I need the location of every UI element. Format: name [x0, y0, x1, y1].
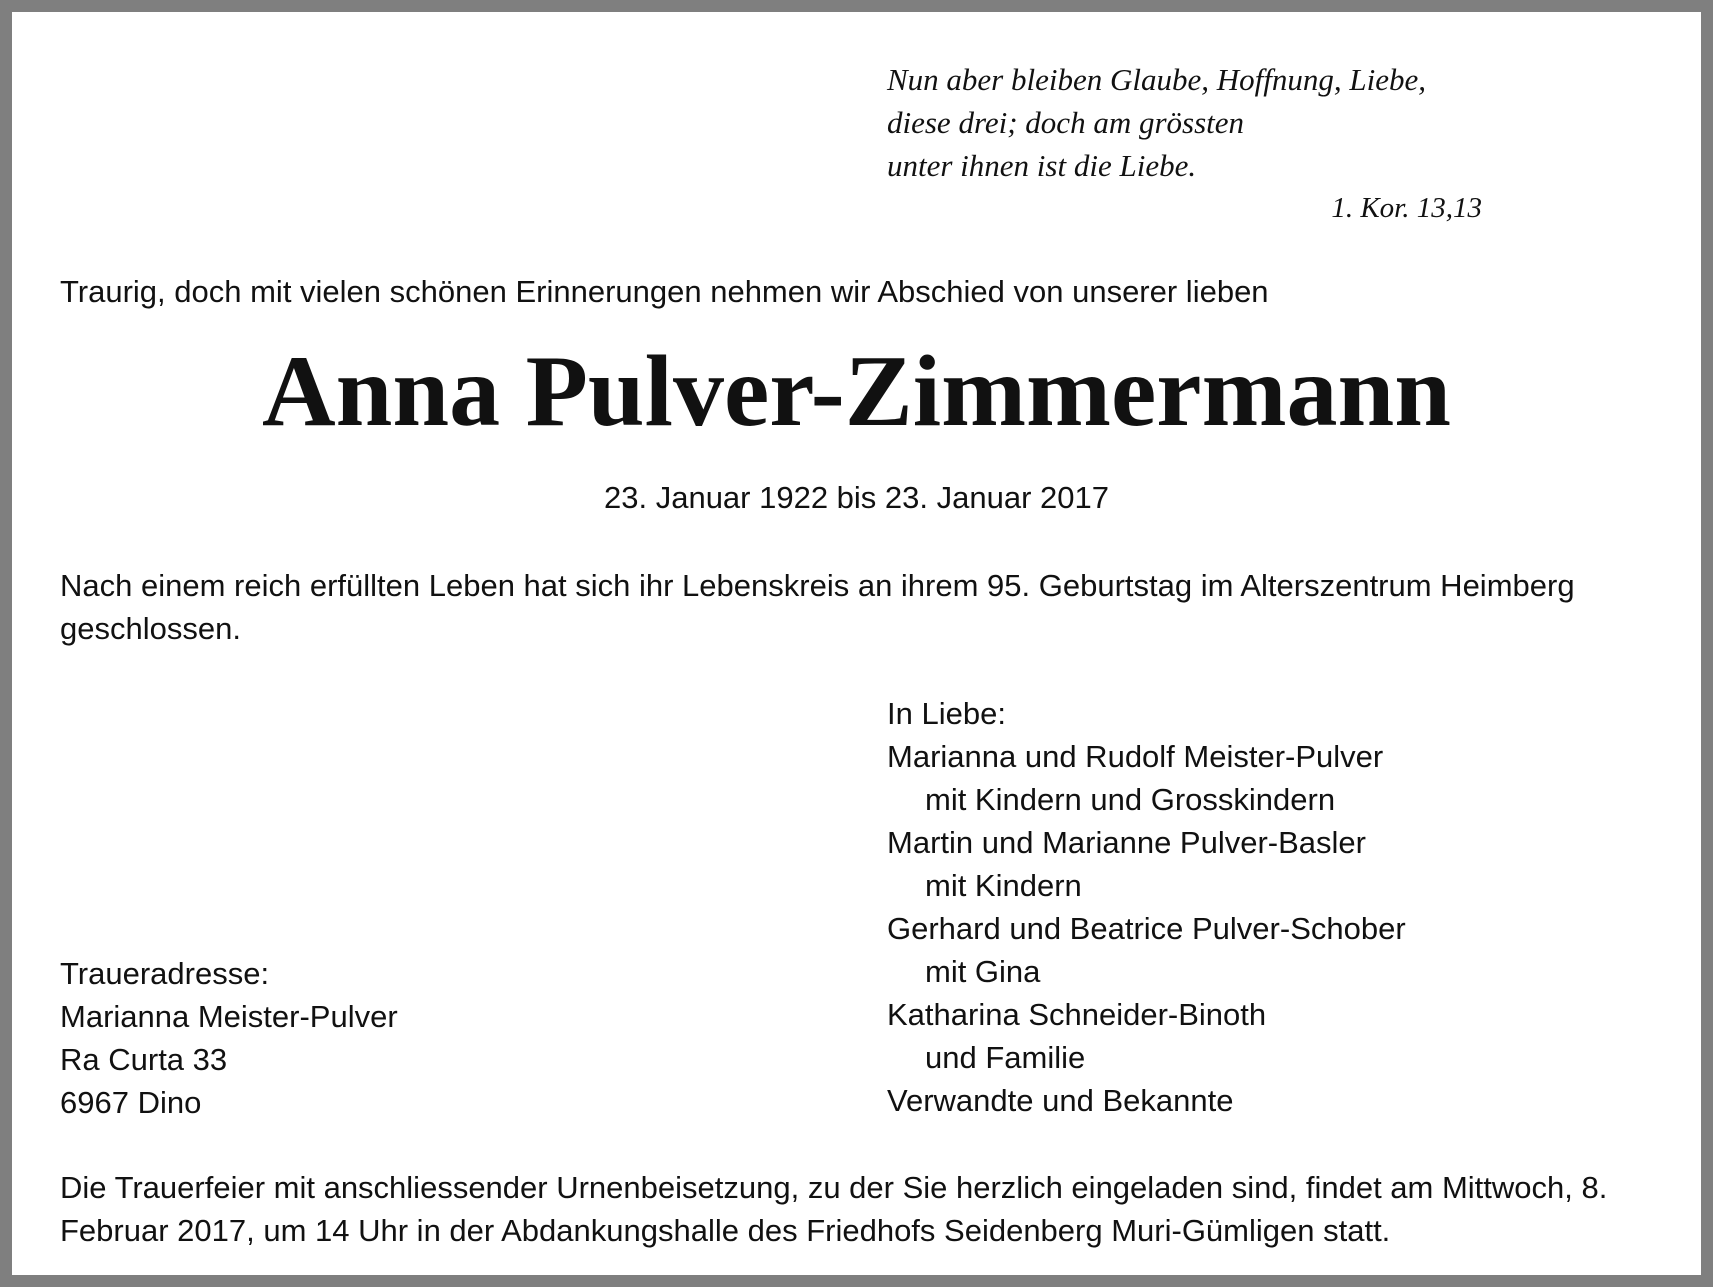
obituary-notice [12, 12, 1701, 1275]
life-dates: 23. Januar 1922 bis 23. Januar 2017 [604, 480, 1109, 515]
mourners-list [887, 692, 1406, 1122]
deceased-name: Anna Pulver-Zimmermann [262, 335, 1451, 448]
mourner-line: Verwandte und Bekannte [887, 1083, 1234, 1118]
body-text: Nach einem reich erfüllten Leben hat sich ihr Lebenskreis an ihrem 95. Geburtstag im Alterszentrum Heimberg geschlossen. [60, 568, 1575, 646]
bible-verse [887, 58, 1426, 187]
mourner-line: Marianna und Rudolf Meister-Pulver [887, 739, 1384, 774]
ceremony-text: Die Trauerfeier mit anschliessender Urnenbeisetzung, zu der Sie herzlich eingeladen sind, findet am Mittwoch, 8. Februar 2017, um 14 Uhr in der Abdankungshalle des Friedhofs Seidenberg Muri-Gümligen statt. [60, 1170, 1608, 1248]
verse-line: unter ihnen ist die Liebe. [887, 148, 1197, 183]
mourner-line: Katharina Schneider-Binoth [887, 997, 1267, 1032]
mourner-line: mit Kindern und Grosskindern [925, 782, 1336, 817]
mourner-line: mit Gina [925, 954, 1041, 989]
mourner-line: Martin und Marianne Pulver-Basler [887, 825, 1366, 860]
address-heading: Traueradresse: [60, 956, 270, 991]
verse-reference: 1. Kor. 13,13 [1331, 192, 1482, 224]
intro-text: Traurig, doch mit vielen schönen Erinnerungen nehmen wir Abschied von unserer lieben [60, 274, 1269, 309]
address-name: Marianna Meister-Pulver [60, 999, 398, 1034]
address-city: 6967 Dino [60, 1085, 202, 1120]
mourner-line: mit Kindern [925, 868, 1082, 903]
address-street: Ra Curta 33 [60, 1042, 228, 1077]
mourner-line: und Familie [925, 1040, 1086, 1075]
mourners-heading: In Liebe: [887, 696, 1006, 731]
verse-line: diese drei; doch am grössten [887, 105, 1245, 140]
verse-line: Nun aber bleiben Glaube, Hoffnung, Liebe, [887, 62, 1426, 97]
mourning-address [60, 952, 398, 1124]
mourner-line: Gerhard und Beatrice Pulver-Schober [887, 911, 1406, 946]
